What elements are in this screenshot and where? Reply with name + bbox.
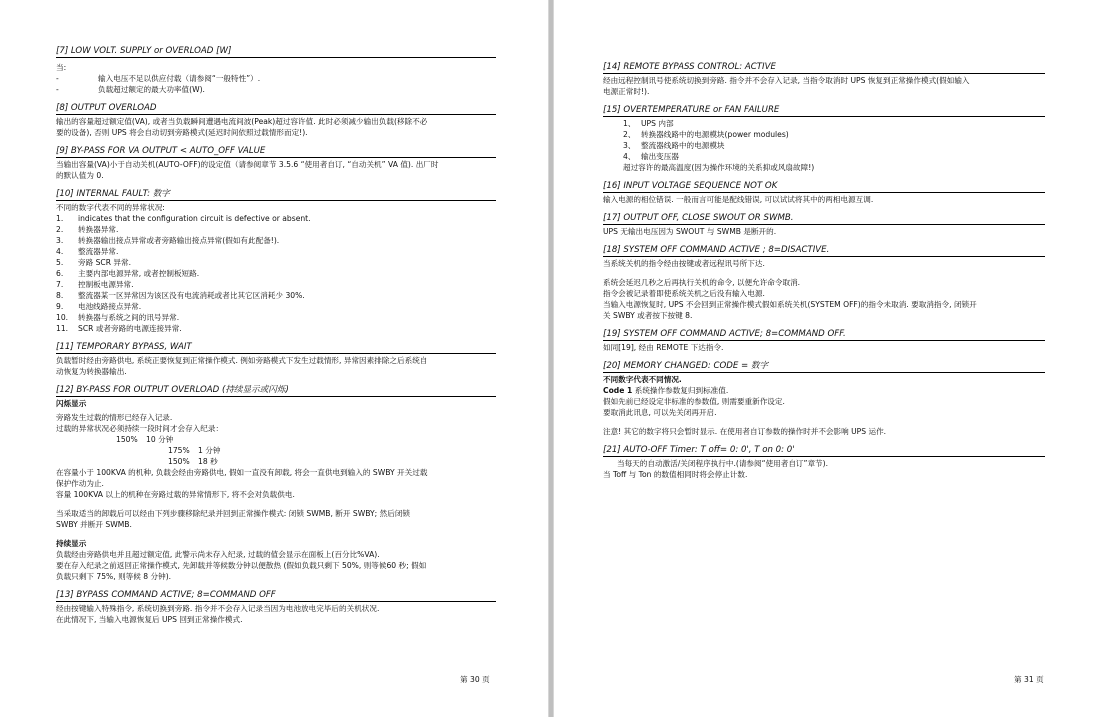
section-7-heading: [7] LOW VOLT. SUPPLY or OVERLOAD [W] (56, 46, 496, 58)
section-15-heading: [15] OVERTEMPERATURE or FAN FAILURE (603, 105, 1045, 117)
section-10-heading: [10] INTERNAL FAULT: 数字 (56, 189, 496, 201)
code-1-text: 系统操作参数复归到标准值. (632, 386, 729, 395)
section-13-text: 在此情况下, 当输入电源恢复后 UPS 回到正常操作模式. (56, 615, 243, 624)
section-19-text: 如同[19], 经由 REMOTE 下达指令. (603, 343, 724, 352)
overload-table-row: 150% 18 秒 (168, 457, 218, 466)
section-20-note: 注意! 其它的数字将只会暂时显示. 在使用者自订参数的操作时并不会影响 UPS 运作. (603, 427, 887, 436)
page-number: 第 31 页 (1014, 675, 1044, 684)
section-7-when: 当: (56, 63, 67, 72)
fault-list-item: 4. 整流器异常. (56, 247, 119, 256)
section-12-text: 容量 100KVA 以上的机种在旁路过载的异常情形下, 将不会对负载供电. (56, 490, 295, 499)
section-12-text: 在容量小于 100KVA 的机种, 负载会经由旁路供电, 假如一直没有卸载, 将会一直供电到输入的 SWBY 开关过载 (56, 468, 428, 477)
section-12-text: 保护作动为止. (56, 479, 104, 488)
section-12-text: 过载的异常状况必须持续一段时间才会存入纪录： (56, 424, 224, 433)
page-right (553, 0, 1103, 717)
section-20-heading: [20] MEMORY CHANGED: CODE = 数字 (603, 361, 1045, 373)
section-14-text: 经由远程控制讯号使系统切换到旁路. 指令并不会存入记录, 当指令取消时 UPS 恢复到正常操作模式(假如输入 (603, 76, 970, 85)
section-7-item: - 负载超过额定的最大功率值(W). (56, 85, 205, 94)
fault-list-item: 5. 旁路 SCR 异常. (56, 258, 132, 267)
fault-list-item: 2. 转换器异常. (56, 225, 119, 234)
section-16-text: 输入电源的相位错误. 一般而言可能是配线错误, 可以试试将其中的两相电源互调. (603, 195, 874, 204)
section-10-intro: 不同的数字代表不同的异常状况: (56, 203, 165, 212)
section-18-text: 指令会被记录着即使系统关机之后没有输入电源. (603, 289, 765, 298)
overload-table-row: 175% 1 分钟 (168, 446, 221, 455)
section-14-text: 电源正常时!). (603, 87, 650, 96)
overtemp-list-item: 1、 UPS 内部 (623, 119, 674, 128)
section-8-text: 要的设备), 否则 UPS 将会自动切到旁路模式(延迟时间依照过载情形而定!). (56, 128, 308, 137)
section-18-text: 当系统关机的指令经由按键或者远程讯号所下达. (603, 259, 765, 268)
section-13-text: 经由按键输入特殊指令, 系统切换到旁路. 指令并不会存入记录当因为电池放电完毕后的关机状况. (56, 604, 380, 613)
overtemp-list-item: 2、 转换器线路中的电源模块(power modules) (623, 130, 789, 139)
section-21-text: 当每天的自动激活/关闭程序执行中.(请参阅“使用者自订”章节). (617, 459, 829, 468)
section-13-heading: [13] BYPASS COMMAND ACTIVE; 8=COMMAND OFF (56, 590, 496, 602)
fault-list-item: 8. 整流器某一区异常因为该区没有电流消耗或者比其它区消耗少 30%. (56, 291, 305, 300)
page-left (0, 0, 549, 717)
section-20-text: 假如先前已经设定非标准的参数值, 则需要重新作设定. (603, 397, 785, 406)
section-8-text: 输出的容量超过额定值(VA), 或者当负载瞬间遭遇电流间波(Peak)超过容许值. 此时必须减少输出负载(移除不必 (56, 117, 428, 126)
section-12-heading: [12] BY-PASS FOR OUTPUT OVERLOAD (持续显示或闪烁) (56, 385, 496, 397)
section-12-text: 要在存入纪录之前返回正常操作模式, 先卸载并等候数分钟以便散热 (假如负载只剩下 50%, 则等候60 秒; 假如 (56, 561, 427, 570)
fault-list-item: 10. 转换器与系统之间的讯号异常. (56, 313, 180, 322)
section-18-text: 系统会延迟几秒之后再执行关机的命令, 以便允许命令取消. (603, 278, 801, 287)
overtemp-list-item: 3、 整流器线路中的电源模块 (623, 141, 725, 150)
section-12-text: 负载经由旁路供电并且超过额定值, 此警示尚未存入纪录, 过载的值会显示在面板上(百分比%VA). (56, 550, 380, 559)
fault-list-item: 1. indicates that the configuration circuit is defective or absent. (56, 214, 311, 223)
section-12-text: 旁路发生过载的情形已经存入记录. (56, 413, 173, 422)
section-20-text: 要取消此讯息, 可以先关闭再开启. (603, 408, 717, 417)
flash-display-title: 闪烁显示 (56, 399, 87, 408)
fault-list-item: 3. 转换器输出接点异常或者旁路输出接点异常(假如有此配备!). (56, 236, 280, 245)
fault-list-item: 7. 控制板电源异常. (56, 280, 134, 289)
overtemp-list-item: 4、 输出变压器 (623, 152, 679, 161)
overtemp-note: 超过容许的最高温度(因为操作环境的关系抑或风扇故障!) (623, 163, 815, 172)
section-7-item: - 输入电压不足以供应付载（请参阅“一般特性”）. (56, 74, 261, 83)
page-number: 第 30 页 (460, 675, 490, 684)
section-9-heading: [9] BY-PASS FOR VA OUTPUT < AUTO_OFF VALUE (56, 146, 496, 158)
section-20-bold-line: 不同数字代表不同情况. (603, 375, 682, 384)
section-14-heading: [14] REMOTE BYPASS CONTROL: ACTIVE (603, 62, 1045, 74)
section-9-text: 的默认值为 0. (56, 171, 104, 180)
section-11-text: 动恢复为转换器输出. (56, 367, 127, 376)
overload-table-row: 150% 10 分钟 (116, 435, 174, 444)
section-11-heading: [11] TEMPORARY BYPASS, WAIT (56, 342, 496, 354)
section-18-text: 关 SWBY 或者按下按键 8. (603, 311, 693, 320)
section-18-heading: [18] SYSTEM OFF COMMAND ACTIVE ; 8=DISACTIVE. (603, 245, 1045, 257)
fault-list-item: 11. SCR 或者旁路的电源连接异常. (56, 324, 182, 333)
code-1-label: Code 1 (603, 386, 633, 395)
section-21-text: 当 Toff 与 Ton 的数值相同时将会停止计数. (603, 470, 748, 479)
section-18-text: 当输入电源恢复时, UPS 不会回到正常操作模式假如系统关机(SYSTEM OFF)的指令未取消. 要取消指令, 闭锁开 (603, 300, 977, 309)
continuous-display-title: 持续显示 (56, 539, 87, 548)
section-12-text: SWBY 并断开 SWMB. (56, 520, 132, 529)
section-17-text: UPS 无输出电压因为 SWOUT 与 SWMB 是断开的. (603, 227, 777, 236)
fault-list-item: 9. 电池线路接点异常. (56, 302, 142, 311)
left-column (56, 46, 496, 625)
right-column (603, 62, 1045, 480)
section-9-text: 当输出容量(VA)小于自动关机(AUTO-OFF)的设定值（请参阅章节 3.5.6 “使用者自订, “自动关机” VA 值). 出厂时 (56, 160, 439, 169)
section-19-heading: [19] SYSTEM OFF COMMAND ACTIVE; 8=COMMAND OFF. (603, 329, 1045, 341)
code-1-line (603, 385, 1045, 396)
section-11-text: 负载暂时经由旁路供电, 系统正要恢复到正常操作模式. 例如旁路模式下发生过载情形, 异常因素排除之后系统自 (56, 356, 428, 365)
section-16-heading: [16] INPUT VOLTAGE SEQUENCE NOT OK (603, 181, 1045, 193)
section-8-heading: [8] OUTPUT OVERLOAD (56, 103, 496, 115)
fault-list-item: 6. 主要内部电源异常, 或者控制板短路. (56, 269, 200, 278)
section-12-text: 负载只剩下 75%, 则等候 8 分钟). (56, 572, 172, 581)
section-17-heading: [17] OUTPUT OFF, CLOSE SWOUT OR SWMB. (603, 213, 1045, 225)
section-21-heading: [21] AUTO-OFF Timer: T off= 0: 0', T on 0: 0' (603, 445, 1045, 457)
section-12-text: 当采取适当的卸载后可以经由下列步骤移除纪录并回到正常操作模式: 闭锁 SWMB, 断开 SWBY; 然后闭锁 (56, 509, 411, 518)
